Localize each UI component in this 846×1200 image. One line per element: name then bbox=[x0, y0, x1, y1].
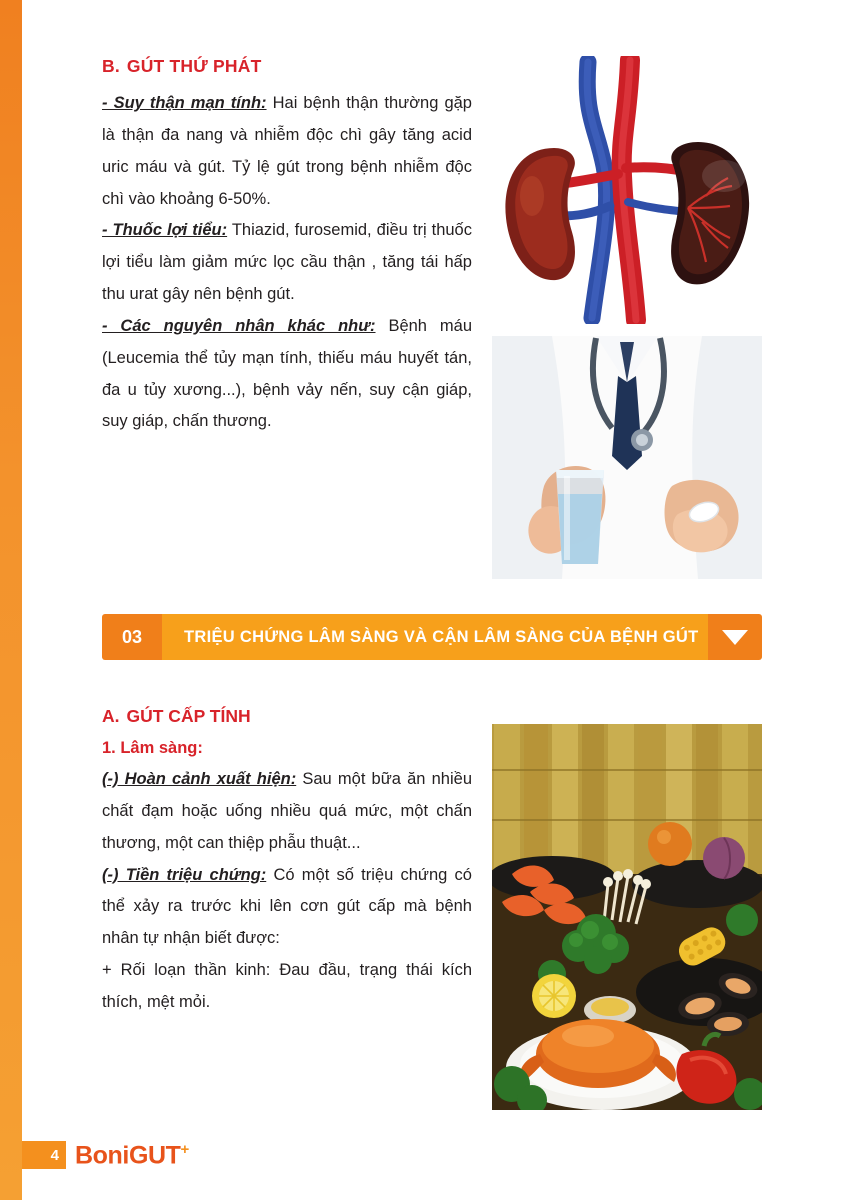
section-b bbox=[102, 56, 472, 438]
left-edge-accent-bar bbox=[0, 0, 22, 1200]
caret-down-icon bbox=[708, 614, 762, 660]
paragraph-text: Bệnh máu (Leucemia thể tủy mạn tính, thiếu máu huyết tán, đa u tủy xương...), bệnh vảy nến, suy cận giáp, suy giáp, chấn thương. bbox=[102, 316, 472, 431]
kidney-anatomy-image bbox=[492, 56, 762, 324]
page-number: 4 bbox=[22, 1141, 66, 1169]
paragraph bbox=[102, 311, 472, 438]
paragraph-text: Thiazid, furosemid, điều trị thuốc lợi tiểu làm giảm mức lọc cầu thận , tăng tái hấp thu urat gây nên bệnh gút. bbox=[102, 221, 472, 304]
logo-gut-text: GUT bbox=[128, 1141, 181, 1169]
paragraph bbox=[102, 215, 472, 311]
section-a-title: GÚT CẤP TÍNH bbox=[126, 706, 251, 726]
paragraph bbox=[102, 860, 472, 956]
section-a-heading bbox=[102, 706, 472, 727]
section-a-letter: A. bbox=[102, 706, 120, 726]
section-a bbox=[102, 706, 472, 1019]
section-b-title: GÚT THỨ PHÁT bbox=[126, 56, 262, 76]
section-a-subheading: 1. Lâm sàng: bbox=[102, 739, 203, 757]
paragraph-lead: - Các nguyên nhân khác như: bbox=[102, 316, 376, 335]
paragraph-text: + Rối loạn thần kinh: Đau đầu, trạng thái kích thích, mệt mỏi. bbox=[102, 961, 472, 1011]
section-banner bbox=[102, 614, 762, 660]
seafood-platter-photo bbox=[492, 724, 762, 1110]
paragraph bbox=[102, 88, 472, 215]
boni-gut-logo bbox=[75, 1141, 189, 1170]
section-b-heading bbox=[102, 56, 472, 77]
section-b-body bbox=[102, 88, 472, 438]
paragraph-text: Có một số triệu chứng có thể xảy ra trước khi lên cơn gút cấp mà bệnh nhân tự nhận biết được: bbox=[102, 865, 472, 948]
paragraph-lead: (-) Tiền triệu chứng: bbox=[102, 865, 267, 884]
paragraph-lead: - Suy thận mạn tính: bbox=[102, 94, 267, 112]
paragraph-text: Sau một bữa ăn nhiều chất đạm hoặc uống nhiều quá mức, một chấn thương, một can thiệp phẫu thuật... bbox=[102, 770, 472, 852]
page-footer bbox=[22, 1141, 189, 1170]
section-number: 03 bbox=[102, 614, 162, 660]
section-a-body bbox=[102, 764, 472, 1019]
paragraph-lead: - Thuốc lợi tiểu: bbox=[102, 221, 228, 240]
section-b-letter: B. bbox=[102, 56, 120, 76]
logo-boni-text: Boni bbox=[75, 1141, 129, 1169]
paragraph-text: Hai bệnh thận thường gặp là thận đa nang và nhiễm độc chì gây tăng acid uric máu và gút. Tỷ lệ gút trong bệnh nhiễm độc chì vào khoảng 6-50%. bbox=[102, 94, 472, 208]
section-banner-title: TRIỆU CHỨNG LÂM SÀNG VÀ CẬN LÂM SÀNG CỦA BỆNH GÚT bbox=[162, 614, 708, 660]
paragraph bbox=[102, 764, 472, 860]
doctor-photo bbox=[492, 336, 762, 579]
paragraph bbox=[102, 955, 472, 1019]
page-content bbox=[22, 0, 846, 1200]
paragraph-lead: (-) Hoàn cảnh xuất hiện: bbox=[102, 770, 297, 788]
logo-plus-icon: + bbox=[180, 1140, 189, 1158]
